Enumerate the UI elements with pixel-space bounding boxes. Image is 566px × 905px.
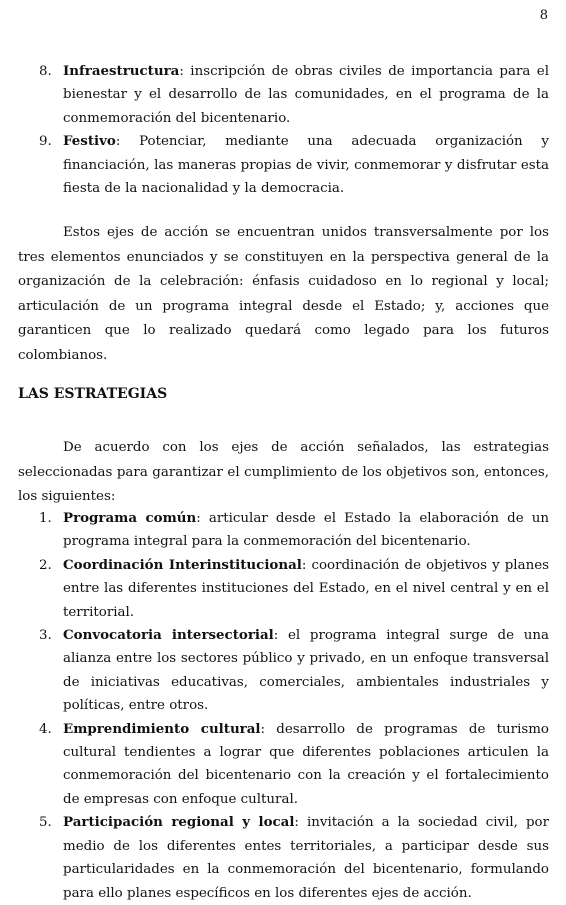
list-item-number: 9. bbox=[39, 134, 52, 150]
list-item-number: 4. bbox=[39, 721, 52, 737]
list-item-keyword: Emprendimiento cultural bbox=[63, 720, 261, 737]
section-heading: LAS ESTRATEGIAS bbox=[18, 386, 168, 402]
list-item bbox=[18, 60, 549, 130]
list-item-number: 5. bbox=[39, 815, 52, 831]
list-item-text: : invitación a la sociedad civil, por medio de los diferentes entes territoriales, a participar desde sus particularidades en la conmemoración del bicentenario, formulando para ello planes específicos en los diferentes ejes de acción. bbox=[63, 815, 549, 901]
body-paragraph: Estos ejes de acción se encuentran unidos transversalmente por los tres elementos enunciados y se constituyen en la perspectiva general de la organización de la celebración: énfasis cuidadoso en lo regional y local; articulación de un programa integral desde el Estado; y, acciones que garanticen que lo realizado quedará como legado para los futuros colombianos. bbox=[18, 225, 549, 363]
list-item-number: 3. bbox=[39, 628, 52, 644]
list-item-text: : inscripción de obras civiles de importancia para el bienestar y el desarrollo de las comunidades, en el programa de la conmemoración del bicentenario. bbox=[63, 64, 549, 126]
list-item bbox=[18, 718, 549, 812]
list-item-text: : desarrollo de programas de turismo cultural tendientes a lograr que diferentes poblaciones articulen la conmemoración del bicentenario con la creación y el fortalecimiento de empresas con enfoque cultural. bbox=[63, 721, 549, 807]
list-item bbox=[18, 130, 549, 200]
list-item bbox=[18, 507, 549, 554]
intro-paragraph: De acuerdo con los ejes de acción señalados, las estrategias seleccionadas para garantizar el cumplimiento de los objetivos son, entonces, los siguientes: bbox=[18, 440, 549, 505]
axes-list bbox=[18, 60, 549, 200]
list-item-keyword: Participación regional y local bbox=[63, 814, 295, 831]
list-item bbox=[18, 811, 549, 905]
strategies-list bbox=[18, 507, 549, 905]
list-item-text: : el programa integral surge de una alianza entre los sectores público y privado, en un enfoque transversal de iniciativas educativas, comerciales, ambientales industriales y políticas, entre otros. bbox=[63, 628, 549, 714]
page-number: 8 bbox=[539, 8, 548, 23]
list-item-keyword: Coordinación Interinstitucional bbox=[63, 556, 302, 573]
list-item-keyword: Programa común bbox=[63, 510, 197, 526]
list-item-text: : articular desde el Estado la elaboración de un programa integral para la conmemoración del bicentenario. bbox=[63, 511, 549, 550]
list-item-keyword: Festivo bbox=[63, 133, 116, 150]
list-item-number: 1. bbox=[39, 511, 52, 526]
list-item-number: 8. bbox=[39, 64, 52, 79]
list-item-text: : Potenciar, mediante una adecuada organización y financiación, las maneras propias de vivir, conmemorar y disfrutar esta fiesta de la nacionalidad y la democracia. bbox=[63, 134, 549, 197]
list-item-keyword: Infraestructura bbox=[63, 63, 180, 79]
list-item-keyword: Convocatoria intersectorial bbox=[63, 627, 274, 644]
list-item-text: : coordinación de objetivos y planes entre las diferentes instituciones del Estado, en el nivel central y en el territorial. bbox=[63, 557, 549, 620]
list-item bbox=[18, 554, 549, 624]
list-item-number: 2. bbox=[39, 557, 52, 573]
list-item bbox=[18, 624, 549, 718]
